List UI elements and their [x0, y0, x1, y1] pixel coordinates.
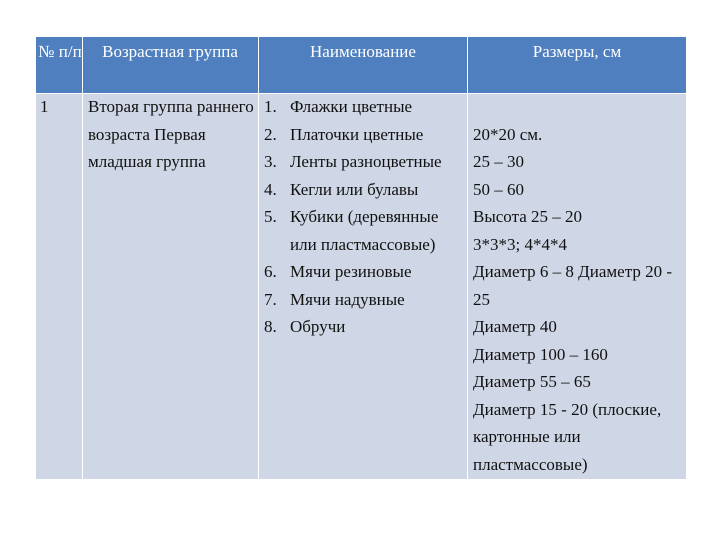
list-item: 6. Мячи резиновые: [264, 262, 412, 281]
column-divider: [258, 37, 259, 479]
header-age-group: Возрастная группа: [102, 42, 238, 61]
size-value: 3*3*3; 4*4*4: [473, 234, 567, 254]
list-item: 2. Платочки цветные: [264, 124, 424, 144]
list-item: 5. Кубики (деревянные или пластмассовые): [264, 207, 439, 254]
row-age-group: Вторая группа раннего возраста Первая младшая группа: [88, 97, 254, 171]
items-list: [264, 93, 460, 341]
size-value: Диаметр 100 – 160: [473, 344, 608, 364]
size-value: 25 – 30: [473, 152, 524, 171]
sizes-list: [473, 121, 681, 479]
row-num: 1: [40, 97, 49, 116]
size-value: 20*20 см.: [473, 124, 543, 144]
equipment-table: [36, 37, 686, 479]
header-sizes: Размеры, см: [532, 42, 622, 61]
size-value: Диаметр 6 – 8 Диаметр 20 - 25: [473, 262, 673, 309]
size-value: Диаметр 55 – 65: [473, 372, 591, 391]
header-num: № п/п: [38, 42, 82, 61]
column-divider: [467, 37, 468, 479]
header-name: Наименование: [310, 42, 416, 61]
list-item: 8. Обручи: [264, 317, 346, 336]
list-item: 1. Флажки цветные: [264, 97, 413, 116]
size-value: Диаметр 40: [473, 317, 557, 336]
size-value: Высота 25 – 20: [473, 207, 583, 226]
list-item: 7. Мячи надувные: [264, 289, 405, 309]
list-item: 4. Кегли или булавы: [264, 179, 419, 199]
size-value: Диаметр 15 - 20 (плоские, картонные или пластмассовые): [473, 399, 662, 474]
size-value: 50 – 60: [473, 179, 524, 199]
column-divider: [82, 37, 83, 479]
list-item: 3. Ленты разноцветные: [264, 152, 442, 171]
